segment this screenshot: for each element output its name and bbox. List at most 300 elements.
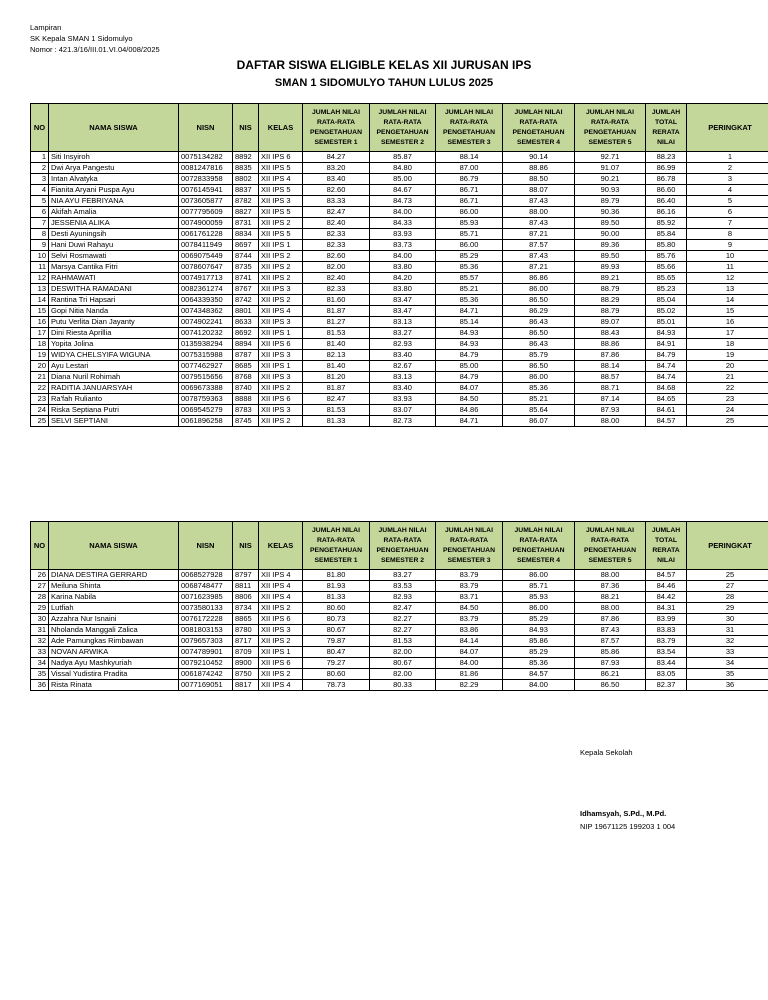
- cell-sem4: 86.00: [503, 570, 575, 581]
- cell-nisn: 0061761228: [179, 229, 233, 240]
- cell-total: 84.93: [646, 328, 687, 339]
- cell-sem5: 90.93: [575, 185, 646, 196]
- cell-sem5: 87.86: [575, 350, 646, 361]
- cell-nis: 8783: [233, 405, 259, 416]
- table-row: [31, 394, 768, 405]
- cell-sem5: 88.86: [575, 339, 646, 350]
- cell-peringkat: 25: [687, 416, 768, 427]
- cell-sem3: 84.50: [436, 603, 503, 614]
- cell-total: 84.91: [646, 339, 687, 350]
- cell-kelas: XII IPS 3: [259, 350, 303, 361]
- cell-peringkat: 13: [687, 284, 768, 295]
- cell-nisn: 0061896258: [179, 416, 233, 427]
- cell-nis: 8834: [233, 229, 259, 240]
- cell-sem2: 83.47: [370, 295, 436, 306]
- cell-sem2: 82.27: [370, 625, 436, 636]
- cell-sem3: 85.14: [436, 317, 503, 328]
- cell-sem1: 82.33: [303, 284, 370, 295]
- cell-kelas: XII IPS 3: [259, 284, 303, 295]
- cell-kelas: XII IPS 5: [259, 163, 303, 174]
- table-row: [31, 581, 768, 592]
- cell-sem3: 84.86: [436, 405, 503, 416]
- cell-nis: 8782: [233, 196, 259, 207]
- cell-peringkat: 21: [687, 372, 768, 383]
- cell-peringkat: 19: [687, 350, 768, 361]
- cell-peringkat: 12: [687, 273, 768, 284]
- table-row: [31, 196, 768, 207]
- cell-sem5: 88.00: [575, 570, 646, 581]
- cell-nisn: 0079210452: [179, 658, 233, 669]
- cell-total: 85.02: [646, 306, 687, 317]
- cell-sem3: 86.71: [436, 196, 503, 207]
- cell-nisn: 0071623985: [179, 592, 233, 603]
- cell-sem4: 85.36: [503, 383, 575, 394]
- table-row: [31, 647, 768, 658]
- cell-sem2: 83.27: [370, 570, 436, 581]
- cell-nama: Ra'fah Rulianto: [49, 394, 179, 405]
- cell-no: 12: [31, 273, 49, 284]
- cell-no: 34: [31, 658, 49, 669]
- table-row: [31, 163, 768, 174]
- cell-peringkat: 9: [687, 240, 768, 251]
- cell-sem3: 84.93: [436, 328, 503, 339]
- cell-nama: Fianita Aryani Puspa Ayu: [49, 185, 179, 196]
- col-sem4: JUMLAH NILAI RATA-RATA PENGETAHUAN SEMESTER 4: [503, 522, 575, 570]
- col-total: JUMLAH TOTAL RERATA NILAI: [646, 104, 687, 152]
- cell-sem3: 85.00: [436, 361, 503, 372]
- cell-sem4: 87.43: [503, 251, 575, 262]
- table-row: [31, 174, 768, 185]
- cell-total: 86.60: [646, 185, 687, 196]
- cell-nis: 8735: [233, 262, 259, 273]
- cell-no: 20: [31, 361, 49, 372]
- table-row: [31, 570, 768, 581]
- cell-nis: 8744: [233, 251, 259, 262]
- cell-sem4: 85.36: [503, 658, 575, 669]
- cell-nama: Dwi Arya Pangestu: [49, 163, 179, 174]
- table-row: [31, 218, 768, 229]
- cell-total: 84.57: [646, 570, 687, 581]
- cell-no: 16: [31, 317, 49, 328]
- cell-sem3: 86.00: [436, 240, 503, 251]
- signature-role: Kepala Sekolah: [580, 748, 633, 757]
- cell-sem5: 88.57: [575, 372, 646, 383]
- cell-sem4: 87.57: [503, 240, 575, 251]
- cell-kelas: XII IPS 3: [259, 196, 303, 207]
- cell-sem2: 82.93: [370, 592, 436, 603]
- cell-sem1: 82.60: [303, 251, 370, 262]
- col-sem5: JUMLAH NILAI RATA-RATA PENGETAHUAN SEMESTER 5: [575, 104, 646, 152]
- table-row: [31, 416, 768, 427]
- cell-sem3: 84.14: [436, 636, 503, 647]
- col-nis: NIS: [233, 522, 259, 570]
- table-row: [31, 185, 768, 196]
- cell-sem3: 85.21: [436, 284, 503, 295]
- cell-no: 25: [31, 416, 49, 427]
- cell-no: 26: [31, 570, 49, 581]
- cell-sem3: 85.29: [436, 251, 503, 262]
- cell-kelas: XII IPS 4: [259, 174, 303, 185]
- table-row: [31, 328, 768, 339]
- cell-nisn: 0077169051: [179, 680, 233, 691]
- col-sem3: JUMLAH NILAI RATA-RATA PENGETAHUAN SEMESTER 3: [436, 104, 503, 152]
- cell-sem5: 89.50: [575, 218, 646, 229]
- cell-sem4: 88.07: [503, 185, 575, 196]
- cell-kelas: XII IPS 3: [259, 372, 303, 383]
- cell-nisn: 0072833958: [179, 174, 233, 185]
- cell-total: 85.04: [646, 295, 687, 306]
- cell-sem4: 87.21: [503, 229, 575, 240]
- cell-peringkat: 8: [687, 229, 768, 240]
- cell-sem2: 83.47: [370, 306, 436, 317]
- cell-sem1: 82.13: [303, 350, 370, 361]
- cell-sem2: 82.47: [370, 603, 436, 614]
- table-row: [31, 405, 768, 416]
- col-total: JUMLAH TOTAL RERATA NILAI: [646, 522, 687, 570]
- cell-total: 85.23: [646, 284, 687, 295]
- nomor-label: Nomor : 421.3/16/III.01.VI.04/008/2025: [30, 45, 160, 54]
- cell-sem3: 88.14: [436, 152, 503, 163]
- cell-sem4: 86.00: [503, 372, 575, 383]
- cell-nis: 8692: [233, 328, 259, 339]
- cell-sem3: 84.93: [436, 339, 503, 350]
- cell-sem2: 84.33: [370, 218, 436, 229]
- table-row: [31, 262, 768, 273]
- cell-sem3: 84.07: [436, 647, 503, 658]
- cell-peringkat: 20: [687, 361, 768, 372]
- cell-nama: JESSENIA ALIKA: [49, 218, 179, 229]
- cell-sem5: 86.50: [575, 680, 646, 691]
- cell-nis: 8787: [233, 350, 259, 361]
- cell-nisn: 0078607647: [179, 262, 233, 273]
- cell-sem2: 84.20: [370, 273, 436, 284]
- cell-nama: Akifah Amalia: [49, 207, 179, 218]
- cell-peringkat: 18: [687, 339, 768, 350]
- cell-total: 85.66: [646, 262, 687, 273]
- cell-sem3: 85.71: [436, 229, 503, 240]
- cell-peringkat: 35: [687, 669, 768, 680]
- cell-nis: 8697: [233, 240, 259, 251]
- cell-sem1: 80.67: [303, 625, 370, 636]
- cell-no: 10: [31, 251, 49, 262]
- cell-nisn: 0073580133: [179, 603, 233, 614]
- cell-kelas: XII IPS 2: [259, 295, 303, 306]
- cell-nis: 8750: [233, 669, 259, 680]
- cell-no: 22: [31, 383, 49, 394]
- cell-nis: 8767: [233, 284, 259, 295]
- cell-kelas: XII IPS 2: [259, 636, 303, 647]
- cell-sem3: 82.29: [436, 680, 503, 691]
- table-row: [31, 614, 768, 625]
- cell-peringkat: 28: [687, 592, 768, 603]
- cell-total: 86.78: [646, 174, 687, 185]
- cell-total: 83.83: [646, 625, 687, 636]
- cell-nama: RAHMAWATI: [49, 273, 179, 284]
- cell-kelas: XII IPS 3: [259, 405, 303, 416]
- cell-total: 84.57: [646, 416, 687, 427]
- cell-sem5: 87.93: [575, 405, 646, 416]
- cell-nama: Hani Duwi Rahayu: [49, 240, 179, 251]
- cell-sem1: 82.47: [303, 207, 370, 218]
- cell-no: 33: [31, 647, 49, 658]
- col-nama: NAMA SISWA: [49, 104, 179, 152]
- cell-sem4: 87.43: [503, 196, 575, 207]
- cell-peringkat: 3: [687, 174, 768, 185]
- cell-no: 15: [31, 306, 49, 317]
- cell-sem3: 83.86: [436, 625, 503, 636]
- cell-sem3: 86.71: [436, 185, 503, 196]
- cell-kelas: XII IPS 4: [259, 680, 303, 691]
- cell-nama: Meiluna Shinta: [49, 581, 179, 592]
- cell-sem1: 84.27: [303, 152, 370, 163]
- cell-nisn: 0074120232: [179, 328, 233, 339]
- cell-nis: 8734: [233, 603, 259, 614]
- cell-sem4: 86.29: [503, 306, 575, 317]
- cell-nisn: 0074917713: [179, 273, 233, 284]
- cell-nis: 8717: [233, 636, 259, 647]
- col-nisn: NISN: [179, 522, 233, 570]
- cell-sem1: 81.60: [303, 295, 370, 306]
- cell-kelas: XII IPS 3: [259, 625, 303, 636]
- cell-kelas: XII IPS 5: [259, 207, 303, 218]
- table-header-row: [31, 104, 768, 152]
- cell-sem4: 85.29: [503, 647, 575, 658]
- table-row: [31, 317, 768, 328]
- document-title: DAFTAR SISWA ELIGIBLE KELAS XII JURUSAN IPS: [236, 58, 532, 72]
- sk-label: SK Kepala SMAN 1 Sidomulyo: [30, 34, 133, 43]
- cell-sem1: 82.40: [303, 218, 370, 229]
- cell-peringkat: 24: [687, 405, 768, 416]
- cell-kelas: XII IPS 2: [259, 262, 303, 273]
- cell-peringkat: 33: [687, 647, 768, 658]
- cell-nis: 8900: [233, 658, 259, 669]
- cell-sem5: 88.29: [575, 295, 646, 306]
- col-sem1: JUMLAH NILAI RATA-RATA PENGETAHUAN SEMESTER 1: [303, 104, 370, 152]
- cell-sem2: 80.33: [370, 680, 436, 691]
- cell-nama: Nholanda Manggali Zalica: [49, 625, 179, 636]
- document-header: [30, 22, 160, 55]
- cell-sem4: 86.43: [503, 339, 575, 350]
- cell-kelas: XII IPS 4: [259, 581, 303, 592]
- table-row: [31, 284, 768, 295]
- cell-sem4: 85.86: [503, 636, 575, 647]
- col-nis: NIS: [233, 104, 259, 152]
- cell-nama: Intan Alvatyka: [49, 174, 179, 185]
- cell-total: 84.65: [646, 394, 687, 405]
- cell-nis: 8768: [233, 372, 259, 383]
- cell-total: 85.65: [646, 273, 687, 284]
- cell-sem3: 81.86: [436, 669, 503, 680]
- cell-nama: Putu Verlita Dian Jayanty: [49, 317, 179, 328]
- cell-kelas: XII IPS 6: [259, 339, 303, 350]
- cell-sem5: 89.36: [575, 240, 646, 251]
- cell-nama: Selvi Rosmawati: [49, 251, 179, 262]
- cell-nis: 8827: [233, 207, 259, 218]
- cell-kelas: XII IPS 6: [259, 614, 303, 625]
- cell-nama: Lutfiah: [49, 603, 179, 614]
- cell-sem3: 85.36: [436, 262, 503, 273]
- cell-nama: Ayu Lestari: [49, 361, 179, 372]
- cell-sem3: 84.79: [436, 372, 503, 383]
- cell-nis: 8709: [233, 647, 259, 658]
- table-row: [31, 207, 768, 218]
- cell-total: 83.79: [646, 636, 687, 647]
- cell-no: 13: [31, 284, 49, 295]
- cell-sem5: 87.57: [575, 636, 646, 647]
- cell-sem1: 82.33: [303, 229, 370, 240]
- cell-kelas: XII IPS 2: [259, 603, 303, 614]
- cell-sem2: 83.13: [370, 317, 436, 328]
- table-row: [31, 372, 768, 383]
- cell-sem4: 84.57: [503, 669, 575, 680]
- cell-nis: 8811: [233, 581, 259, 592]
- cell-kelas: XII IPS 2: [259, 251, 303, 262]
- cell-sem1: 81.87: [303, 383, 370, 394]
- table-row: [31, 592, 768, 603]
- cell-sem4: 86.50: [503, 361, 575, 372]
- cell-nisn: 0074900059: [179, 218, 233, 229]
- cell-no: 17: [31, 328, 49, 339]
- cell-peringkat: 1: [687, 152, 768, 163]
- cell-no: 30: [31, 614, 49, 625]
- cell-nis: 8806: [233, 592, 259, 603]
- cell-sem3: 85.93: [436, 218, 503, 229]
- cell-peringkat: 11: [687, 262, 768, 273]
- cell-nisn: 0069673388: [179, 383, 233, 394]
- cell-no: 36: [31, 680, 49, 691]
- cell-nis: 8888: [233, 394, 259, 405]
- cell-nama: Dini Riesta Aprillia: [49, 328, 179, 339]
- cell-sem1: 81.80: [303, 570, 370, 581]
- cell-sem4: 87.21: [503, 262, 575, 273]
- cell-sem2: 84.00: [370, 251, 436, 262]
- cell-peringkat: 14: [687, 295, 768, 306]
- cell-no: 11: [31, 262, 49, 273]
- cell-sem1: 81.27: [303, 317, 370, 328]
- cell-peringkat: 7: [687, 218, 768, 229]
- cell-sem1: 81.20: [303, 372, 370, 383]
- cell-sem1: 81.40: [303, 339, 370, 350]
- cell-sem5: 89.50: [575, 251, 646, 262]
- cell-peringkat: 5: [687, 196, 768, 207]
- cell-nama: SELVI SEPTIANI: [49, 416, 179, 427]
- cell-sem2: 82.00: [370, 669, 436, 680]
- cell-kelas: XII IPS 4: [259, 306, 303, 317]
- cell-nama: Desti Ayuningsih: [49, 229, 179, 240]
- cell-sem3: 84.00: [436, 658, 503, 669]
- cell-no: 14: [31, 295, 49, 306]
- cell-nama: Karina Nabila: [49, 592, 179, 603]
- cell-sem3: 84.79: [436, 350, 503, 361]
- cell-sem2: 83.27: [370, 328, 436, 339]
- cell-no: 28: [31, 592, 49, 603]
- cell-peringkat: 32: [687, 636, 768, 647]
- cell-no: 32: [31, 636, 49, 647]
- cell-no: 21: [31, 372, 49, 383]
- cell-sem1: 81.93: [303, 581, 370, 592]
- cell-total: 84.42: [646, 592, 687, 603]
- cell-sem1: 79.87: [303, 636, 370, 647]
- cell-peringkat: 34: [687, 658, 768, 669]
- cell-no: 7: [31, 218, 49, 229]
- cell-sem4: 85.93: [503, 592, 575, 603]
- table-row: [31, 229, 768, 240]
- cell-sem5: 88.43: [575, 328, 646, 339]
- cell-sem2: 83.40: [370, 383, 436, 394]
- cell-kelas: XII IPS 1: [259, 647, 303, 658]
- cell-nama: DIANA DESTIRA GERRARD: [49, 570, 179, 581]
- cell-sem2: 84.00: [370, 207, 436, 218]
- cell-no: 2: [31, 163, 49, 174]
- cell-nisn: 0075315988: [179, 350, 233, 361]
- cell-sem5: 88.21: [575, 592, 646, 603]
- cell-nisn: 0078759363: [179, 394, 233, 405]
- table-row: [31, 658, 768, 669]
- cell-sem4: 85.29: [503, 614, 575, 625]
- cell-sem2: 83.93: [370, 394, 436, 405]
- cell-sem5: 87.93: [575, 658, 646, 669]
- col-peringkat: PERINGKAT: [687, 104, 768, 152]
- cell-sem4: 85.79: [503, 350, 575, 361]
- cell-total: 84.68: [646, 383, 687, 394]
- cell-no: 9: [31, 240, 49, 251]
- cell-peringkat: 15: [687, 306, 768, 317]
- cell-sem4: 85.64: [503, 405, 575, 416]
- cell-total: 83.44: [646, 658, 687, 669]
- cell-no: 3: [31, 174, 49, 185]
- cell-peringkat: 23: [687, 394, 768, 405]
- cell-kelas: XII IPS 2: [259, 383, 303, 394]
- cell-sem5: 90.21: [575, 174, 646, 185]
- cell-sem3: 85.57: [436, 273, 503, 284]
- cell-no: 6: [31, 207, 49, 218]
- cell-nama: Riska Septiana Putri: [49, 405, 179, 416]
- cell-sem1: 82.47: [303, 394, 370, 405]
- cell-nis: 8745: [233, 416, 259, 427]
- document-subtitle: SMAN 1 SIDOMULYO TAHUN LULUS 2025: [274, 77, 494, 89]
- cell-nama: Gopi Nitia Nanda: [49, 306, 179, 317]
- table-row: [31, 680, 768, 691]
- cell-sem1: 81.33: [303, 592, 370, 603]
- cell-sem2: 85.00: [370, 174, 436, 185]
- table-row: [31, 361, 768, 372]
- cell-nama: Rantina Tri Hapsari: [49, 295, 179, 306]
- cell-nama: WIDYA CHELSYIFA WIGUNA: [49, 350, 179, 361]
- cell-sem4: 90.14: [503, 152, 575, 163]
- cell-nis: 8741: [233, 273, 259, 284]
- cell-sem4: 86.43: [503, 317, 575, 328]
- cell-peringkat: 2: [687, 163, 768, 174]
- cell-total: 84.31: [646, 603, 687, 614]
- col-sem2: JUMLAH NILAI RATA-RATA PENGETAHUAN SEMESTER 2: [370, 104, 436, 152]
- cell-sem4: 85.21: [503, 394, 575, 405]
- cell-sem2: 82.00: [370, 647, 436, 658]
- cell-total: 82.37: [646, 680, 687, 691]
- cell-nis: 8742: [233, 295, 259, 306]
- table-row: [31, 240, 768, 251]
- table-row: [31, 669, 768, 680]
- col-sem4: JUMLAH NILAI RATA-RATA PENGETAHUAN SEMESTER 4: [503, 104, 575, 152]
- cell-nama: Vissal Yudistira Pradita: [49, 669, 179, 680]
- students-table-1: [30, 103, 768, 427]
- col-sem3: JUMLAH NILAI RATA-RATA PENGETAHUAN SEMESTER 3: [436, 522, 503, 570]
- cell-nisn: 0074348362: [179, 306, 233, 317]
- cell-nis: 8731: [233, 218, 259, 229]
- cell-sem4: 86.50: [503, 295, 575, 306]
- cell-sem5: 89.07: [575, 317, 646, 328]
- cell-kelas: XII IPS 2: [259, 416, 303, 427]
- cell-sem2: 85.87: [370, 152, 436, 163]
